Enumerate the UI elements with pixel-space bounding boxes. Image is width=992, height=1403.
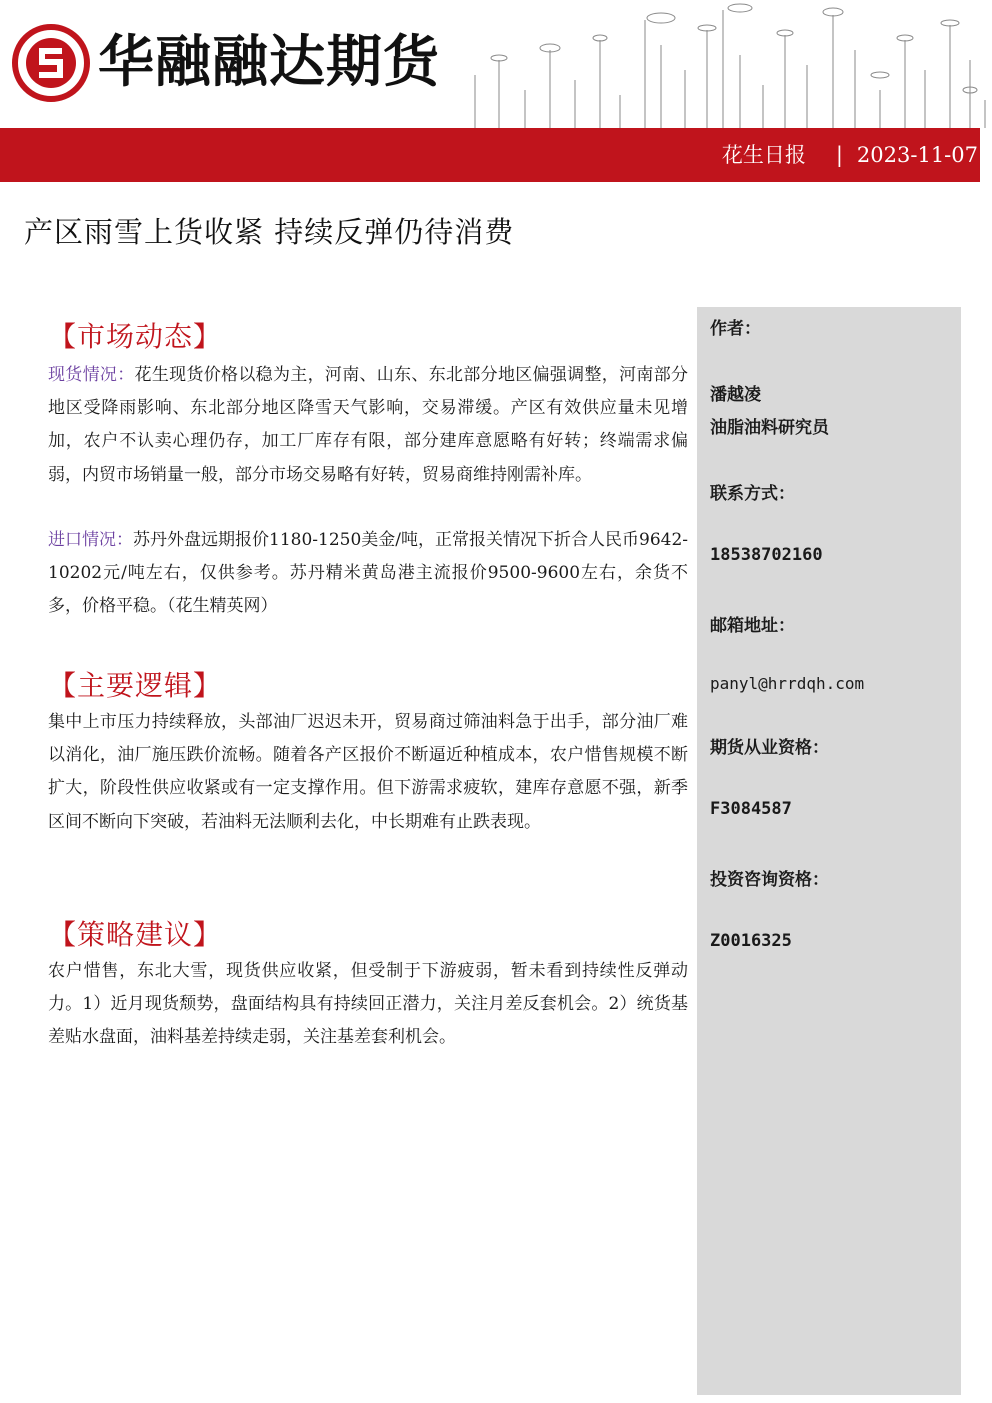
report-meta-separator: | <box>835 143 843 167</box>
strategy-paragraph: 农户惜售，东北大雪，现货供应收紧，但受制于下游疲弱，暂未看到持续性反弹动力。1）近月现货颓势，盘面结构具有持续回正潜力，关注月差反套机会。2）统货基差贴水盘面，油料基差持续走弱，关注基差套利机会。 <box>48 961 688 1048</box>
decorative-lines-graphic <box>455 0 992 128</box>
contact-email[interactable]: panyl@hrrdqh.com <box>710 674 865 693</box>
email-label: 邮箱地址： <box>710 616 795 636</box>
brand-name: 华融融达期货 <box>98 30 440 95</box>
company-logo-icon <box>12 24 90 102</box>
author-label: 作者： <box>710 319 761 339</box>
import-text: 苏丹外盘远期报价1180-1250美金/吨，正常报关情况下折合人民币9642-10202元/吨左右，仅供参考。苏丹精米黄岛港主流报价9500-9600左右，余货不多，价格平稳。（花生精英网） <box>48 530 689 617</box>
page-title: 产区雨雪上货收紧 持续反弹仍待消费 <box>24 215 515 249</box>
market-spot-paragraph <box>48 359 688 492</box>
author-name: 潘越凌 <box>710 385 761 405</box>
author-title: 油脂油料研究员 <box>710 418 829 438</box>
spot-text: 花生现货价格以稳为主，河南、山东、东北部分地区偏强调整，河南部分地区受降雨影响、东北部分地区降雪天气影响，交易滞缓。产区有效供应量未见增加，农户不认卖心理仍存，加工厂库存有限，部分建库意愿略有好转；终端需求偏弱，内贸市场销量一般，部分市场交易略有好转，贸易商维持刚需补库。 <box>48 365 689 485</box>
contact-label: 联系方式： <box>710 484 795 504</box>
futures-cert-number: F3084587 <box>710 799 792 819</box>
section-title-logic: 【主要逻辑】 <box>48 669 223 702</box>
author-sidebar <box>697 307 961 1395</box>
market-import-paragraph <box>48 524 688 624</box>
contact-phone: 18538702160 <box>710 545 823 565</box>
report-meta <box>722 128 978 182</box>
logic-paragraph: 集中上市压力持续释放，头部油厂迟迟未开，贸易商过筛油料急于出手，部分油厂难以消化，油厂施压跌价流畅。随着各产区报价不断逼近种植成本，农户惜售规模不断扩大，阶段性供应收紧或有一定支撑作用。但下游需求疲软，建库存意愿不强，新季区间不断向下突破，若油料无法顺利去化，中长期难有止跌表现。 <box>48 712 688 832</box>
advisory-cert-label: 投资咨询资格： <box>710 870 829 890</box>
futures-cert-label: 期货从业资格： <box>710 738 829 758</box>
report-type: 花生日报 <box>721 143 806 167</box>
spot-label: 现货情况： <box>48 365 135 385</box>
section-title-strategy: 【策略建议】 <box>48 918 223 951</box>
import-label: 进口情况： <box>48 530 133 550</box>
report-date: 2023-11-07 <box>856 143 978 167</box>
advisory-cert-number: Z0016325 <box>710 931 792 951</box>
section-title-market: 【市场动态】 <box>48 320 223 353</box>
page-header <box>0 0 992 128</box>
